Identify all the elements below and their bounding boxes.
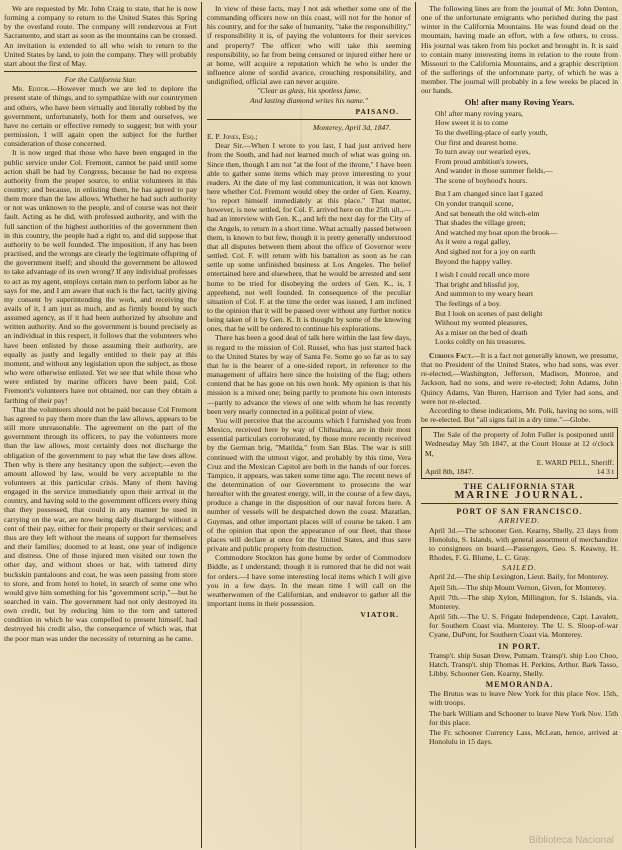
poem-line: And wander in those summer fields,— bbox=[435, 166, 553, 176]
poem-line: From proud ambition's towers, bbox=[435, 156, 529, 166]
craig-notice: We are requested by Mr. John Craig to state, that he is now forming a company to return to the United States this Spring by the overland route. The company will rendezvous at Fort Sacramento, and start as soon as the mountains can be crossed. An invitation is extended to all who wish to return to the United States by land, to join the company. They will probably start about the first of May. bbox=[4, 4, 197, 68]
poem-stanza bbox=[421, 270, 618, 347]
divider bbox=[421, 503, 618, 504]
notice-dateline bbox=[425, 467, 614, 476]
marine-masthead-top: THE CALIFORNIA STAR bbox=[463, 482, 576, 491]
letter-salutation: Mr. Editor. bbox=[12, 84, 50, 94]
quote-line: And lasting diamond writes his name." bbox=[250, 95, 368, 105]
sheriff-notice bbox=[421, 427, 618, 479]
curious-fact-followup: According to these indications, Mr. Polk, having no sons, will be re-elected. But "all signs fail in a dry time."—Globe. bbox=[421, 405, 618, 425]
letter-paragraph: It is now urged that those who have been engaged in the public service under Col. Fremont, cannot be paid until some action shall be had by Congress, because he had no express authority from the proper source, to enlist volunteers in this country; and because, in enlisting them, he has agreed to pay them more than the law allows. Whether he had such authority or not was unknown to the people, and of course was not their fault. Acting as he did, with professed authority, and with the full sanction of the highest authorities of the government then in this country, the people had a right to, and did suppose that authority to be well founded. The imposition, if any has been practised, and the wrongs are clearly the legitimate offspring of the government itself; and should the government be allowed to take advantage of its own wrong? If any individual professes to act as my agent, employs certain men to perform labor as he says for me, and I am aware that such is the fact, tacitly giving my consent by superintending the work, and receiving the avails of it, I am just as much, and as firmly bound by such assumed agency, as if it had been authorized by absolute and written authority. And so the government is bound precisely as an individual in this respect, it follows that the volunteers who have been enlisted by those assuming their authority, are equally as justly and legally entitled to their pay at this moment, and without any legislation upon the subject, as those who were otherwise enlisted. Yet we see that while those who were enlisted by marine officers have been paid, Col. Fremont's volunteers have not obtained, nor can they obtain a farthing of their pay! bbox=[4, 148, 197, 405]
sailing-entry: April 2d.—The ship Lexington, Lieut. Baily, for Monterey. bbox=[429, 572, 609, 582]
signature-viator: VIATOR. bbox=[360, 610, 399, 620]
letter-paragraph: There has been a good deal of talk here within the last few days, in regard to the mission of Col. Russel, who has just started back to the United States by way of Santa Fe. Some go so far as to say that he is the bearer of a one-sided report, in reference to the management of affairs here since the hoisting of the flag; others contend that he has gone on his own hook. My opinion is that his mission is a mixed one; being partly to promote his own interests—partly to advance the views of one with whom he has recently been very nearly connected in a political point of view. bbox=[207, 333, 411, 416]
divider bbox=[207, 119, 411, 120]
poem-line: On yonder tranquil scene, bbox=[435, 199, 514, 209]
letter-paragraph: You will perceive that the accounts which I furnished you from Mexico, received here by way of Chihuahua, are in their most essential particulars corroborated, by those more recently received by the German brig, "Matilda," from San Blas. The war is still continued with the utmost vigor, and probably by this time, Vera Cruz and the Mexican Capitol are both in the hands of our forces. Tampico, it appears, was taken some time ago. The recent news of the determination of our Government to prosecute the war hereafter with the greatest energy, will, in the course of a few days, produce a change in the disposition of our naval forces here. A number of vessels will be despatched down the coast. Mazatlan, Guymas, and other important places will of course be taken. I am of the opinion that upon the appearance of our fleet, that those places will declare at once for the United States, and thus save private and public property from destruction. bbox=[207, 415, 411, 554]
poem-line: But I look on scenes of past delight bbox=[435, 308, 543, 318]
poem-line: And summon to my weary heart bbox=[435, 289, 534, 299]
memo-entry: The Fr. schooner Currency Lass, McLean, hence, arrived at Honolulu in 15 days. bbox=[429, 727, 618, 747]
curious-fact-text: —It is a fact not generally known, we presume, that no President of the United States, who had sons, was ever re-elected,—Washington, Jefferson, Madison, Monroe, and Jackson, had no sons, and were re-elected; John Adams, John Quincy Adams, Van Buren, Harrison and Tyler had sons, and were not re-elected. bbox=[421, 350, 618, 406]
poem-line: And watched my boat upon the brook— bbox=[435, 227, 558, 237]
poem-line: How sweet it is to come bbox=[435, 118, 509, 128]
dateline: Monterey, April 3d, 1847. bbox=[312, 122, 391, 132]
poem-line: Looks coldly on his treasures. bbox=[435, 337, 526, 347]
poem-line: That bright and blissful joy, bbox=[435, 279, 520, 289]
poem-line: Oh! after many roving years, bbox=[435, 108, 523, 118]
arrival-entry: April 3d.—The schooner Gen. Kearny, Shelly, 23 days from Honolulu, S. Islands, with general assortment of merchandize to consignees on board.—Passengers, Geo. S. Keawny, H. Rhodes, F. G. Blume, L. C. Gray. bbox=[429, 525, 618, 563]
sailing-entry: April 5th.—The ship Mount Vernon, Given, for Monterey. bbox=[429, 582, 607, 592]
marine-masthead-title: MARINE JOURNAL. bbox=[454, 490, 585, 502]
poem-line: To the dwelling-place of early youth, bbox=[435, 127, 548, 137]
column-right bbox=[421, 4, 618, 846]
poem-line: As it were a regal galley, bbox=[435, 237, 511, 247]
sailing-entry: April 5th.—The U. S. Frigate Independence, Capt. Lavalett, for Southern Coast via. Monterey. The U. S. Sloop-of-war Cyane, DuPont, for Southern Coast via. Monterey. bbox=[429, 612, 618, 640]
port-title: PORT OF SAN FRANCISCO. bbox=[456, 507, 583, 517]
poem-line: The feelings of a boy. bbox=[435, 299, 501, 308]
in-port-label: IN PORT. bbox=[498, 641, 541, 651]
notice-mark: 14 3 t bbox=[596, 466, 614, 476]
poem-line: As a miser on the bed of death bbox=[435, 327, 528, 337]
poem-line: Without my wonted pleasures, bbox=[435, 318, 528, 328]
notice-date: April 8th, 1847. bbox=[425, 466, 474, 476]
column-rule-right bbox=[415, 2, 416, 848]
curious-fact bbox=[421, 351, 618, 406]
column-left bbox=[4, 4, 197, 846]
letter-opening bbox=[4, 84, 197, 148]
letter-paragraph: Dear Sir.—When I wrote to you last, I had just arrived here from the South, and had not learned much of what was going on. Since then, though I am not "at the foot of the throne," I have been able to gather some items which may prove interesting to your readers. At the date of my last communication, it was not known here whether Col. Fremont would obey the order of Gen. Kearny, "to report himself immediately at this place." That matter, however, is now settled, for Col. F. arrived here on the 25th ult.,—had an interview with Gen. K., and left the next day for the City of the Angels, to return in a short time. What actually passed between them, is known to but few, though it is pretty generally understood that all disputes between them about the office of Governor were settled. Col. F. will return with his battalion as soon as he can settle up some unfinished business at Los Angeles. The belief entertained here and elsewhere, that he would be arrested and sent home to be tried for disobeying the orders of Gen. K., is, I apprehend, not well founded. In consequence of the peculiar situation of Col. F. at the time the order was issued, I am inclined to the opinion that it will be passed over without any further notice being taken of it by Gen. K. It is thought by some of the knowing ones, that he will be ordered to continue his explorations. bbox=[207, 141, 411, 334]
poem-stanza bbox=[421, 109, 618, 186]
letter-paragraph: That the volunteers should not be paid because Col Fremont has agreed to pay them more than the law allows, appears to be still more unreasonable. The agreement on the part of the government through its officers, to pay the volunteers more than the law allows, most certainly does not discharge the obligation of the government to pay what the law does allow. Then why is there any hesitancy upon the subject;—even the amount allowed by law, would be very acceptable to the volunteers at this particular crisis. Many of them having engaged in the service immediately upon their arrival in the country, and having sold to the government officers every thing that they possessed, that could in any manner be used in carrying on the war, are now being daily discharged without a cent of their pay, either for their property or their services; and thus are they left without the means of support for themselves and their families; doomed to at least, one year of indigence and distress. One of those injured men visited our town the other day, and without shoes or hat, with tattered dirty buckskin pantaloons and coat, he was seen passing from store to store, and from hotel to hotel, in search of some one who would give him something for his "government scrip,"—but he searched in vain. The government had not only destroyed its own credit, but by reducing him to the torn and tattered condition in which he was compelled to present himself, had destroyed his credit also, the consequence of which was, that the poor man was under the necessity of returning as he came. bbox=[4, 404, 197, 643]
poem-stanza bbox=[421, 189, 618, 266]
memo-entry: The Brutus was to leave New York for this place Nov. 15th, with troops. bbox=[429, 689, 618, 708]
letter-paragraph: Commodore Stockton has gone home by order of Commodore Biddle, as I understand; though it is rumored that he did not wait for orders.—I have some interesting local items which I will give you in a few days. In the mean time I will call on the weatherwomen of the Californian, and endeavor to gather all the important items in their possession. bbox=[207, 553, 411, 608]
poem-line: Our first and dearest home. bbox=[435, 137, 518, 147]
notice-text: The Sale of the property of John Fuller is postponed until Wednesday May 5th 1847, at the Court House at 12 o'clock M, bbox=[425, 430, 614, 458]
poem-line: Beyond the happy valley. bbox=[435, 256, 513, 266]
column-rule-left bbox=[201, 2, 202, 848]
signature-paisano: PAISANO. bbox=[355, 106, 399, 116]
memo-entry: The bark William and Schooner to leave New York Nov. 15th for this place. bbox=[429, 708, 618, 727]
letter-header: For the California Star. bbox=[64, 75, 137, 85]
denton-paragraph: The following lines are from the journal of Mr. John Denton, one of the unfortunate emigrants who perished during the past winter in the California Mountains. He was found dead on the mountain, having made an effort, with a few others, to cross. His journal was taken from his pocket and brought in. It is said to contain many interesting items in relation to the route from Missouri to the California Mountains, and a graphic description of the sufferings of the unfortunate party, of which he was a member. The journal will probably in a few weeks be placed in our hands. bbox=[421, 4, 618, 96]
curious-fact-label: Curious Fact. bbox=[429, 350, 474, 360]
poem-title: Oh! after many Roving Years. bbox=[464, 96, 575, 107]
poem-line: And sighed not for a joy on earth bbox=[435, 247, 536, 257]
memoranda-label: MEMORANDA. bbox=[485, 680, 554, 690]
poem-line: And sat beneath the old witch-elm bbox=[435, 208, 540, 218]
poem-line: That shades the village green; bbox=[435, 218, 526, 228]
in-port-text: Transp't. ship Susan Drew, Putnam. Transp't. ship Loo Choo, Hatch. Transp't. ship Thomas H. Perkins, Arthur. Bark Tasso, Libby. Schooner Gen. Kearny, Shelly. bbox=[429, 650, 618, 678]
sailed-label: SAILED. bbox=[502, 563, 537, 573]
divider bbox=[4, 71, 197, 72]
paisano-paragraph: In view of these facts, may I not ask whether some one of the commanding officers now on this coast, will not for the honor of his country, and for the sake of humanity, "take the responsibility," if responsibility it is, of paying the volunteers for their services and property? The officer who will take this seeming responsibility, so far from being censured or injured either here or at home, will acquire a reputation which he who is under the influence alone of sordid avarice, crouching responsibility, and undignified, official awe can never acquire. bbox=[207, 4, 411, 87]
letter-paragraph: —However much we are led to deplore the present state of things, and to sympathize with our countrymen and others, who have been virtually and literally robbed by the government, unfortunately, both for them and ourselves, we have no certain or effective remedy to suggest; but with your permission, I will again open the subject for the further consideration of those concerned. bbox=[4, 84, 197, 149]
poem-line: But I am changed since last I gazed bbox=[435, 189, 543, 199]
column-middle bbox=[207, 4, 411, 846]
addressee: E. P. Jones, Esq.; bbox=[207, 132, 258, 142]
arrived-label: ARRIVED. bbox=[498, 516, 541, 526]
sailing-entry: April 7th.—The ship Xylon, Millington, for S. Islands, via. Monterey. bbox=[429, 592, 618, 611]
poem-line: I wish I could recall once more bbox=[435, 270, 530, 280]
quote-line: "Clear as glass, his spotless fame, bbox=[257, 86, 361, 96]
poem-line: The scene of boyhood's hours. bbox=[435, 175, 528, 185]
poem-line: To turn away our wearied eyes, bbox=[435, 147, 531, 157]
library-watermark: Biblioteca Nacional bbox=[528, 835, 614, 846]
notice-signature: E. WARD PELL, Sheriff. bbox=[536, 457, 614, 467]
